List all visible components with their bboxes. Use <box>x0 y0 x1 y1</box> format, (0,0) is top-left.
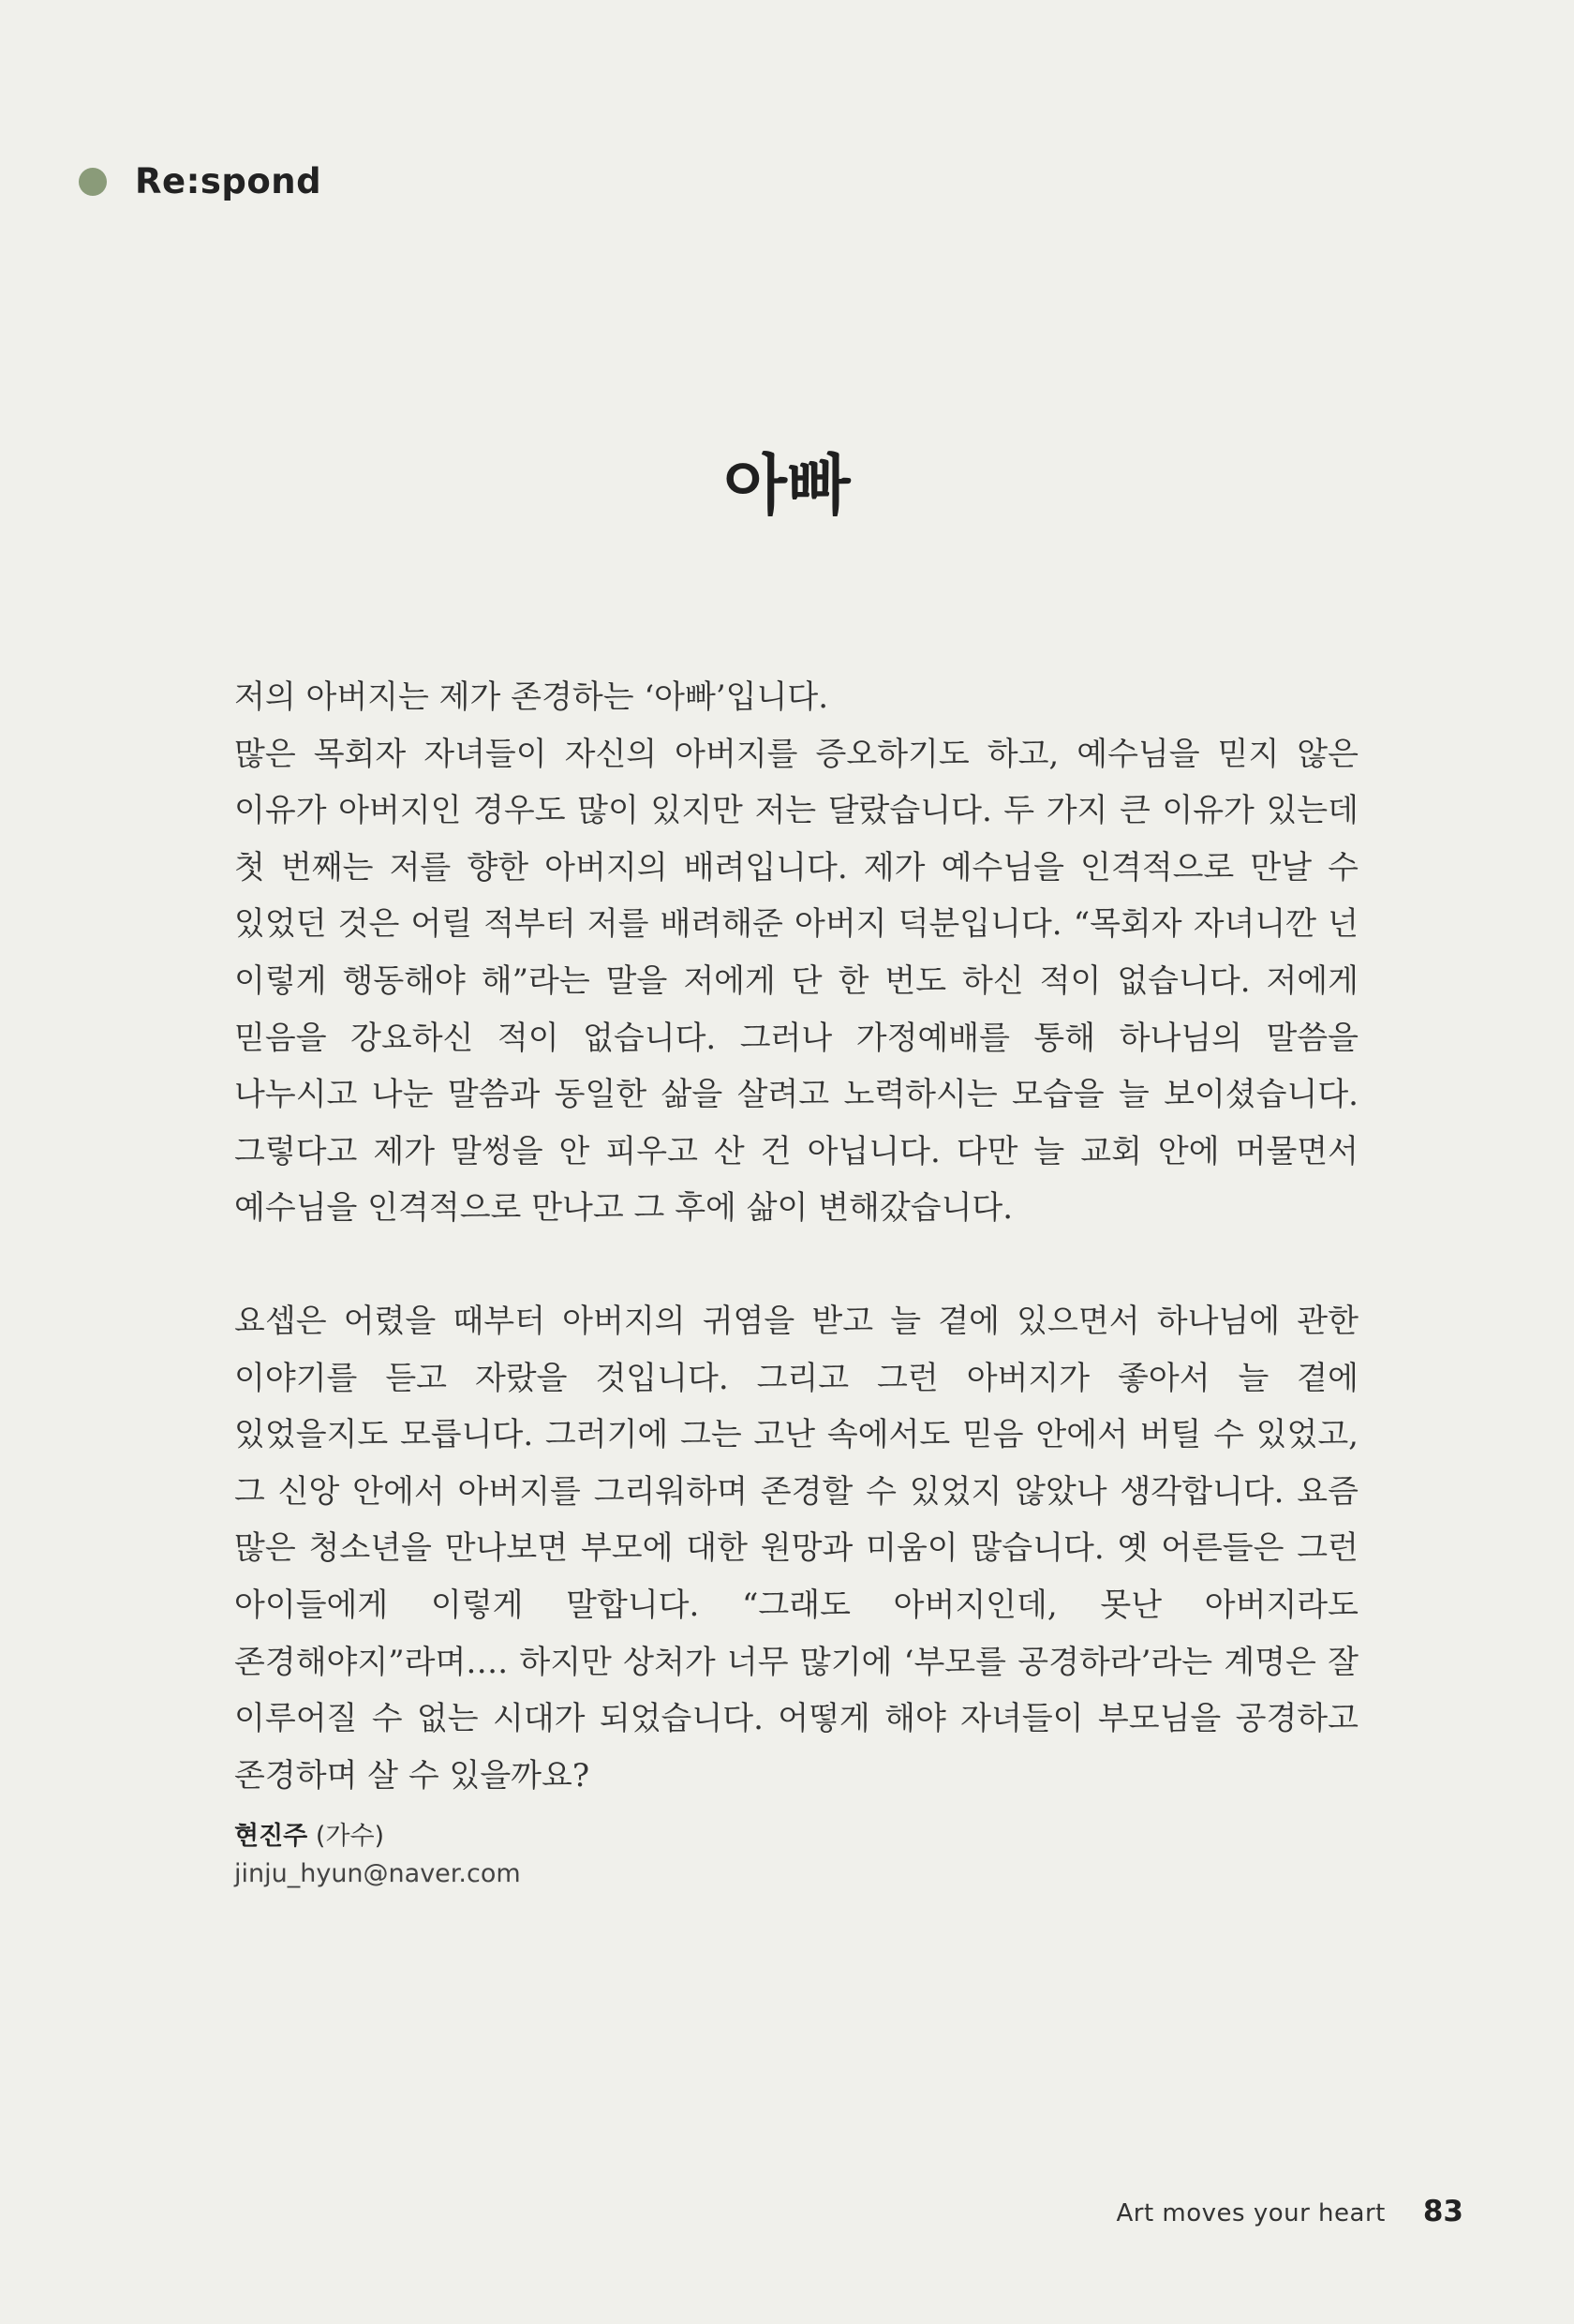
author-email: jinju_hyun@naver.com <box>234 1859 521 1888</box>
article-paragraph-2: 많은 목회자 자녀들이 자신의 아버지를 증오하기도 하고, 예수님을 믿지 않은 이유가 아버지인 경우도 많이 있지만 저는 달랐습니다. 두 가지 큰 이유가 있는데 첫 번째는 저를 향한 아버지의 배려입니다. 제가 예수님을 인격적으로 만날 수 있었던 것은 어릴 적부터 저를 배려해준 아버지 덕분입니다. “목회자 자녀니깐 넌 이렇게 행동해야 해”라는 말을 저에게 단 한 번도 하신 적이 없습니다. 저에게 믿음을 강요하신 적이 없습니다. 그러나 가정예배를 통해 하나님의 말씀을 나누시고 나눈 말씀과 동일한 삶을 살려고 노력하시는 모습을 늘 보이셨습니다. 그렇다고 제가 말썽을 안 피우고 산 건 아닙니다. 다만 늘 교회 안에 머물면서 예수님을 인격적으로 만나고 그 후에 삶이 변해갔습니다. <box>234 735 1359 1228</box>
author-name: 현진주 <box>234 1822 308 1851</box>
section-header <box>79 161 321 201</box>
footer-tagline: Art moves your heart <box>1116 2199 1386 2227</box>
page-footer <box>1116 2195 1463 2228</box>
article-title: 아빠 <box>723 446 851 524</box>
author-line <box>234 1818 521 1855</box>
article-paragraph-1: 저의 아버지는 제가 존경하는 ‘아빠’입니다. <box>234 678 828 716</box>
section-label: Re:spond <box>135 161 322 201</box>
page-number: 83 <box>1422 2195 1463 2228</box>
section-dot-icon <box>79 168 107 196</box>
author-role: (가수) <box>315 1822 385 1851</box>
article-paragraph-3: 요셉은 어렸을 때부터 아버지의 귀염을 받고 늘 곁에 있으면서 하나님에 관한 이야기를 듣고 자랐을 것입니다. 그리고 그런 아버지가 좋아서 늘 곁에 있었을지도 모릅니다. 그러기에 그는 고난 속에서도 믿음 안에서 버틸 수 있었고, 그 신앙 안에서 아버지를 그리워하며 존경할 수 있었지 않았나 생각합니다. 요즘 많은 청소년을 만나보면 부모에 대한 원망과 미움이 많습니다. 옛 어른들은 그런 아이들에게 이렇게 말합니다. “그래도 아버지인데, 못난 아버지라도 존경해야지”라며…. 하지만 상처가 너무 많기에 ‘부모를 공경하라’라는 계명은 잘 이루어질 수 없는 시대가 되었습니다. 어떻게 해야 자녀들이 부모님을 공경하고 존경하며 살 수 있을까요? <box>234 1302 1359 1795</box>
article-body <box>234 669 1359 1804</box>
author-block <box>234 1818 521 1893</box>
